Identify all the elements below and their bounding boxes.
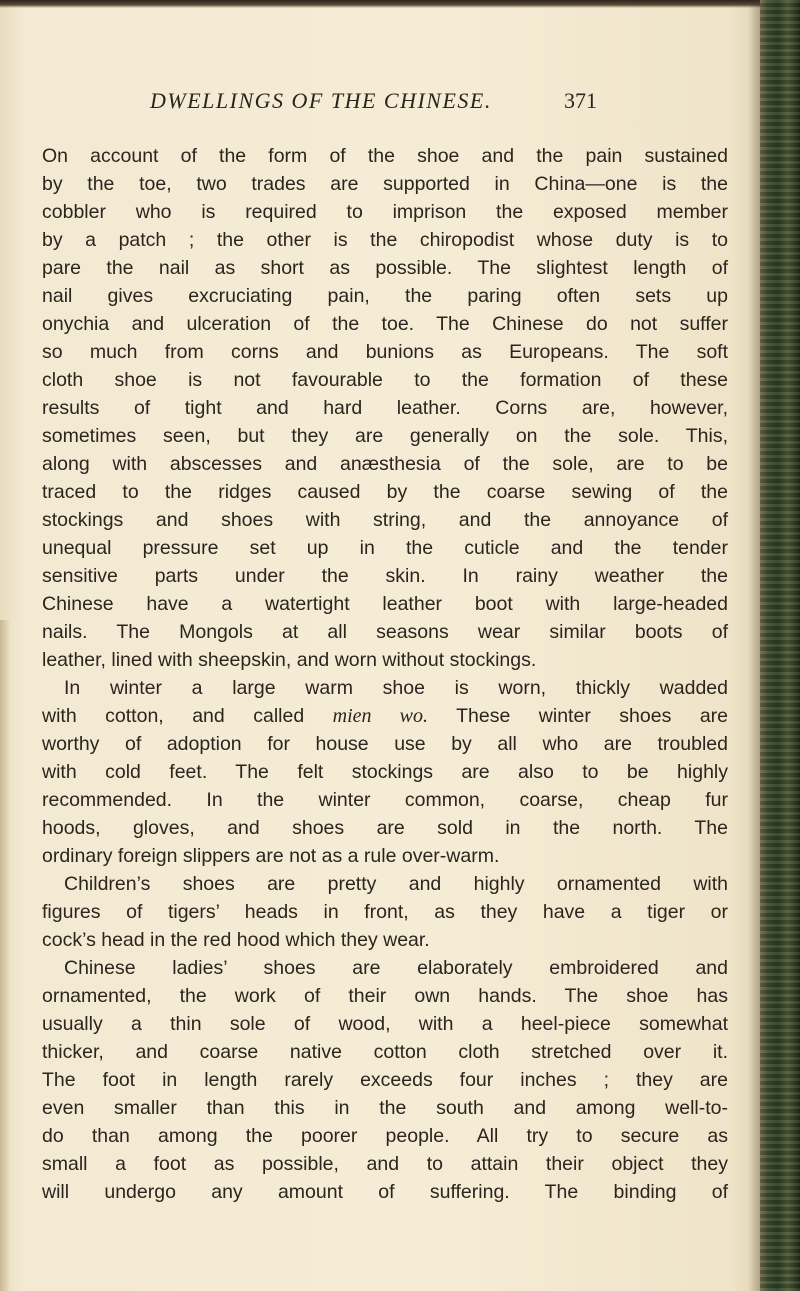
text-line-with-italic [42, 702, 728, 730]
text-line: figures of tigers’ heads in front, as they have a tiger or [42, 901, 728, 923]
text-line: nails. The Mongols at all seasons wear similar boots of [42, 621, 728, 643]
text-line: leather, lined with sheepskin, and worn without stockings. [42, 649, 537, 671]
text-line: pare the nail as short as possible. The slightest length of [42, 257, 728, 279]
text-line: unequal pressure set up in the cuticle and the tender [42, 537, 728, 559]
page-left-edge [0, 620, 10, 1291]
text-line: The foot in length rarely exceeds four inches ; they are [42, 1069, 728, 1091]
text-line: will undergo any amount of suffering. The binding of [42, 1181, 728, 1203]
text-line: Children’s shoes are pretty and highly ornamented with [64, 873, 728, 895]
text-line: nail gives excruciating pain, the paring often sets up [42, 285, 728, 307]
text-line: by the toe, two trades are supported in China—one is the [42, 173, 728, 195]
text-line: sensitive parts under the skin. In rainy weather the [42, 565, 728, 587]
text-line: small a foot as possible, and to attain their object they [42, 1153, 728, 1175]
text-line: recommended. In the winter common, coarse, cheap fur [42, 789, 728, 811]
text-line: cock’s head in the red hood which they wear. [42, 929, 430, 951]
text-line: cloth shoe is not favourable to the formation of these [42, 369, 728, 391]
text-line: On account of the form of the shoe and the pain sustained [42, 145, 728, 167]
text-line: ornamented, the work of their own hands. The shoe has [42, 985, 728, 1007]
text-line: thicker, and coarse native cotton cloth stretched over it. [42, 1041, 728, 1063]
book-binding [760, 0, 800, 1291]
text-line: usually a thin sole of wood, with a heel-piece somewhat [42, 1013, 728, 1035]
text-line: Chinese ladies’ shoes are elaborately embroidered and [64, 957, 728, 979]
text-line: results of tight and hard leather. Corns are, however, [42, 397, 728, 419]
page-top-edge [0, 0, 760, 8]
text-line: worthy of adoption for house use by all who are troubled [42, 733, 728, 755]
italic-term: mien wo. [332, 705, 428, 727]
text-line: traced to the ridges caused by the coarse sewing of the [42, 481, 728, 503]
text-line: along with abscesses and anæsthesia of the sole, are to be [42, 453, 728, 475]
text-line: by a patch ; the other is the chiropodist whose duty is to [42, 229, 728, 251]
running-head: DWELLINGS OF THE CHINESE. [150, 88, 492, 113]
text-line: even smaller than this in the south and among well-to- [42, 1097, 728, 1119]
text-line: stockings and shoes with string, and the annoyance of [42, 509, 728, 531]
text-line: do than among the poorer people. All try to secure as [42, 1125, 728, 1147]
text-line: sometimes seen, but they are generally on the sole. This, [42, 425, 728, 447]
text-line: onychia and ulceration of the toe. The Chinese do not suffer [42, 313, 728, 335]
text-line: ordinary foreign slippers are not as a rule over-warm. [42, 845, 500, 867]
text-line: hoods, gloves, and shoes are sold in the north. The [42, 817, 728, 839]
line-text-before: with cotton, and called [42, 705, 333, 727]
text-line: Chinese have a watertight leather boot with large-headed [42, 593, 728, 615]
page-number: 371 [564, 88, 597, 113]
text-line: so much from corns and bunions as Europeans. The soft [42, 341, 728, 363]
text-line: In winter a large warm shoe is worn, thickly wadded [64, 677, 728, 699]
text-line: with cold feet. The felt stockings are also to be highly [42, 761, 728, 783]
text-line: cobbler who is required to imprison the exposed member [42, 201, 728, 223]
line-text-after: These winter shoes are [427, 705, 729, 727]
